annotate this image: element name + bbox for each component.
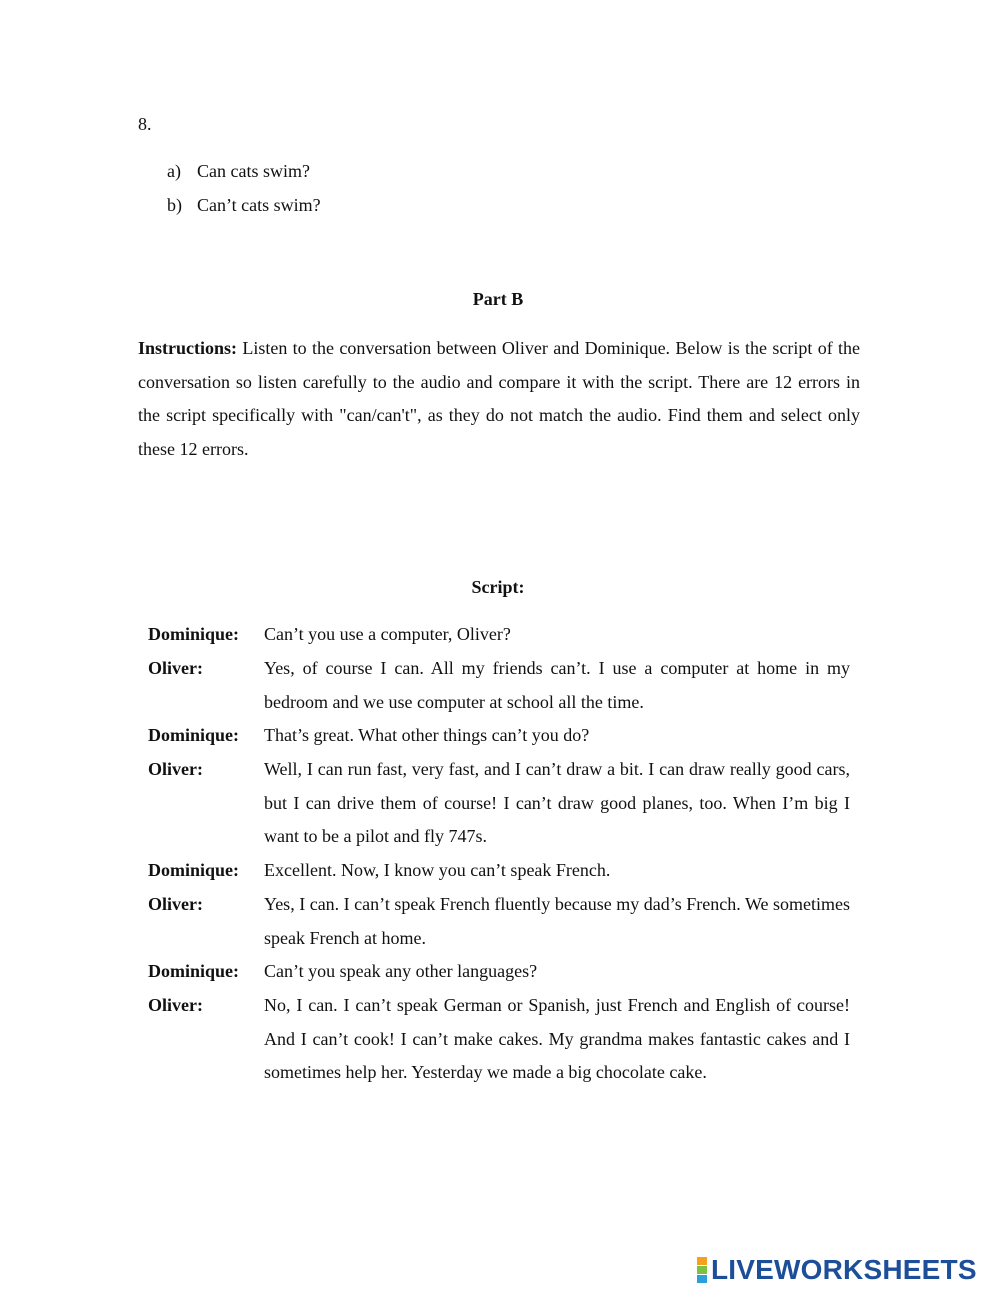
script-line: No, I can. I can’t speak German or Spanish, just French and English of course! And I can’t cook! I can’t make cakes. My grandma makes fantastic cakes and I sometimes help her. Yesterday we made a big chocolate cake. xyxy=(264,995,850,1083)
liveworksheets-logo xyxy=(697,1256,997,1284)
option-text: Can’t cats swim? xyxy=(197,195,321,215)
instructions-label: Instructions: xyxy=(138,338,238,358)
option-label: a) xyxy=(167,161,181,181)
logo-block xyxy=(697,1266,707,1274)
speaker-label: Dominique: xyxy=(148,725,240,745)
script-line: Can’t you use a computer, Oliver? xyxy=(264,624,511,644)
script-heading: Script: xyxy=(471,577,525,597)
logo-block xyxy=(697,1275,707,1283)
speaker-label: Oliver: xyxy=(148,759,203,779)
option-text: Can cats swim? xyxy=(197,161,310,181)
script-line: Excellent. Now, I know you can’t speak French. xyxy=(264,860,611,880)
option-label: b) xyxy=(167,195,182,215)
logo-block xyxy=(697,1257,707,1265)
speaker-label: Dominique: xyxy=(148,860,240,880)
logo-text: LIVEWORKSHEETS xyxy=(711,1254,977,1285)
script-line: Yes, of course I can. All my friends can’t. I use a computer at home in my bedroom and we use computer at school all the time. xyxy=(264,658,850,712)
script-line: Well, I can run fast, very fast, and I can’t draw a bit. I can draw really good cars, but I can drive them of course! I can’t draw good planes, too. When I’m big I want to be a pilot and fly 747s. xyxy=(264,759,850,847)
option-a[interactable] xyxy=(167,161,310,182)
question-number: 8. xyxy=(138,114,152,134)
script-line: Can’t you speak any other languages? xyxy=(264,961,538,981)
instructions-text: Listen to the conversation between Oliver and Dominique. Below is the script of the conversation so listen carefully to the audio and compare it with the script. There are 12 errors in the script specifically with "can/can't", as they do not match the audio. Find them and select only these 12 errors. xyxy=(138,338,861,460)
speaker-label: Oliver: xyxy=(148,658,203,678)
speaker-label: Dominique: xyxy=(148,961,240,981)
speaker-label: Dominique: xyxy=(148,624,240,644)
instructions xyxy=(138,332,860,467)
speaker-label: Oliver: xyxy=(148,894,203,914)
script-line: Yes, I can. I can’t speak French fluently because my dad’s French. We sometimes speak French at home. xyxy=(264,894,850,948)
part-b-heading: Part B xyxy=(472,289,524,309)
speaker-label: Oliver: xyxy=(148,995,203,1015)
script-line: That’s great. What other things can’t you do? xyxy=(264,725,590,745)
logo-blocks-icon xyxy=(697,1257,707,1284)
option-b[interactable] xyxy=(167,195,321,216)
